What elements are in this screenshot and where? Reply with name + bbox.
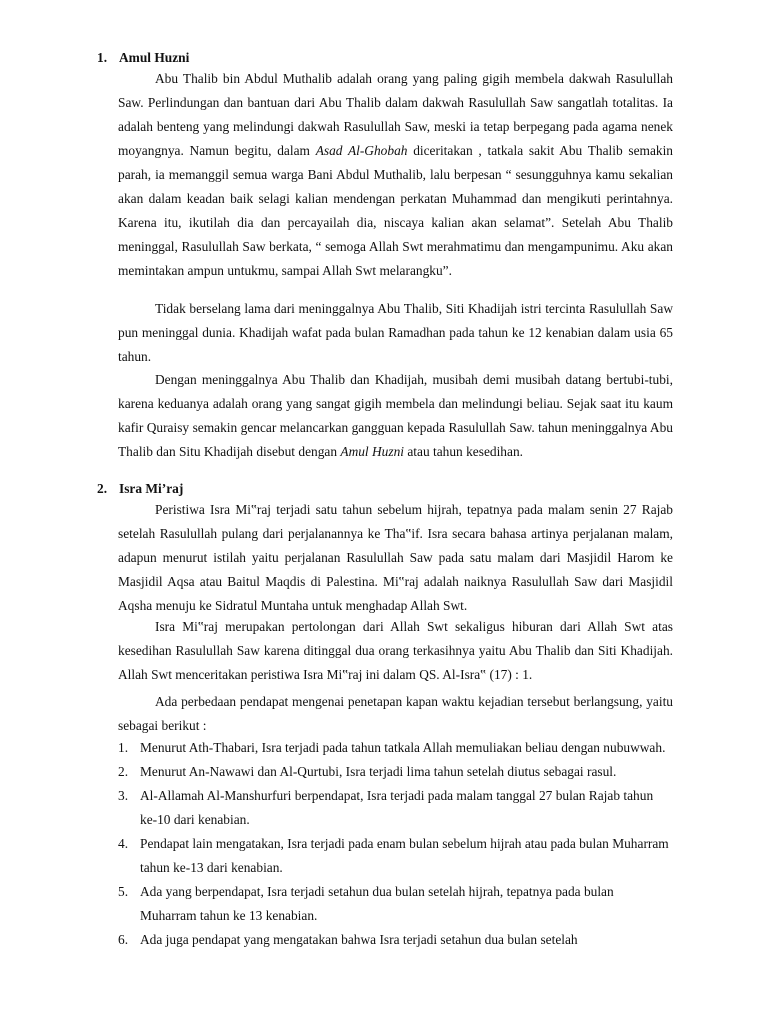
text-run: Dengan meninggalnya Abu Thalib dan Khadijah, musibah demi musibah datang bertubi-tubi, karena keduanya adalah orang yang sangat gigih membela dan melindungi beliau. Sejak saat itu kaum kafir Quraisy semakin gencar melancarkan gangguan kepada Rasulullah Saw. tahun meninggalnya Abu Thalib dan Situ Khadijah disebut dengan <box>118 372 673 459</box>
list-item-number: 5. <box>118 884 129 899</box>
list-item-text: Al-Allamah Al-Manshurfuri berpendapat, Isra terjadi pada malam tanggal 27 bulan Rajab tahun ke-10 dari kenabian. <box>140 788 654 827</box>
section-1-paragraph-2: Tidak berselang lama dari meninggalnya Abu Thalib, Siti Khadijah istri tercinta Rasulullah Saw pun meninggal dunia. Khadijah wafat pada bulan Ramadhan pada tahun ke 12 kenabian dalam usia 65 tahun. <box>118 301 673 364</box>
italic-term: Amul Huzni <box>340 444 404 459</box>
list-item-number: 4. <box>118 836 129 851</box>
list-item-number: 6. <box>118 932 129 947</box>
opinion-list <box>118 736 673 952</box>
list-item-text: Menurut Ath-Thabari, Isra terjadi pada tahun tatkala Allah memuliakan beliau dengan nubuwwah. <box>140 740 666 755</box>
list-item <box>118 760 673 784</box>
text-run: diceritakan , tatkala sakit Abu Thalib semakin parah, ia memanggil semua warga Bani Abdul Muthalib, lalu berpesan “ sesungguhnya kamu sekalian akan dalam keadan baik selagi kalian mendengan perkatan Muhammad dan mengikuti perintahnya. Karena itu, ikutilah dia dan percayailah dia, niscaya kalian akan selamat”. Setelah Abu Thalib meninggal, Rasulullah Saw berkata, “ semoga Allah Swt merahmatimu dan mengampunimu. Aku akan memintakan ampun untukmu, sampai Allah Swt melarangku”. <box>118 143 673 278</box>
list-item-text: Ada juga pendapat yang mengatakan bahwa Isra terjadi setahun dua bulan setelah <box>140 932 578 947</box>
text-run: atau tahun kesedihan. <box>404 444 523 459</box>
section-2-paragraph-3: Ada perbedaan pendapat mengenai penetapan kapan waktu kejadian tersebut berlangsung, yaitu sebagai berikut : <box>118 694 673 733</box>
list-item-number: 2. <box>118 764 129 779</box>
section-1-paragraph-3 <box>118 368 673 464</box>
section-2-number: 2. <box>97 481 108 496</box>
section-2-paragraph-1: Peristiwa Isra Mi‟raj terjadi satu tahun sebelum hijrah, tepatnya pada malam senin 27 Rajab setelah Rasulullah pulang dari perjalanannya ke Tha‟if. Isra secara bahasa artinya perjalanan malam, adapun menurut istilah yaitu perjalanan Rasulullah Saw pada satu malam dari Masjidil Harom ke Masjidil Aqsa atau Baitul Maqdis di Palestina. Mi‟raj adalah naiknya Rasulullah Saw dari Masjidil Aqsha menuju ke Sidratul Muntaha untuk menghadap Allah Swt. <box>118 502 673 613</box>
section-1-title: Amul Huzni <box>119 50 190 65</box>
list-item <box>118 880 673 928</box>
list-item-text: Pendapat lain mengatakan, Isra terjadi pada enam bulan sebelum hijrah atau pada bulan Muharram tahun ke-13 dari kenabian. <box>140 836 669 875</box>
list-item-number: 3. <box>118 788 129 803</box>
list-item <box>118 736 673 760</box>
section-1-paragraph-1 <box>118 67 673 283</box>
text-run: Abu Thalib bin Abdul Muthalib adalah orang yang paling gigih membela dakwah Rasulullah Saw. Perlindungan dan bantuan dari Abu Thalib dalam dakwah Rasulullah Saw sangatlah totalitas. Ia adalah benteng yang melindungi dakwah Rasulullah Saw, meski ia tetap berpegang pada agama nenek moyangnya. Namun begitu, dalam <box>118 71 673 158</box>
italic-term: Asad Al-Ghobah <box>315 143 408 158</box>
list-item <box>118 784 673 832</box>
list-item <box>118 832 673 880</box>
section-2-title: Isra Mi’raj <box>119 481 184 496</box>
list-item <box>118 928 673 952</box>
list-item-number: 1. <box>118 740 129 755</box>
list-item-text: Menurut An-Nawawi dan Al-Qurtubi, Isra terjadi lima tahun setelah diutus sebagai rasul. <box>140 764 617 779</box>
list-item-text: Ada yang berpendapat, Isra terjadi setahun dua bulan setelah hijrah, tepatnya pada bulan Muharram tahun ke 13 kenabian. <box>140 884 614 923</box>
section-1-number: 1. <box>97 50 108 65</box>
section-2-paragraph-2: Isra Mi‟raj merupakan pertolongan dari Allah Swt sekaligus hiburan dari Allah Swt atas kesedihan Rasulullah Saw karena ditinggal dua orang terkasihnya yaitu Abu Thalib dan Siti Khadijah. Allah Swt menceritakan peristiwa Isra Mi‟raj ini dalam QS. Al-Isra‟ (17) : 1. <box>118 619 673 682</box>
